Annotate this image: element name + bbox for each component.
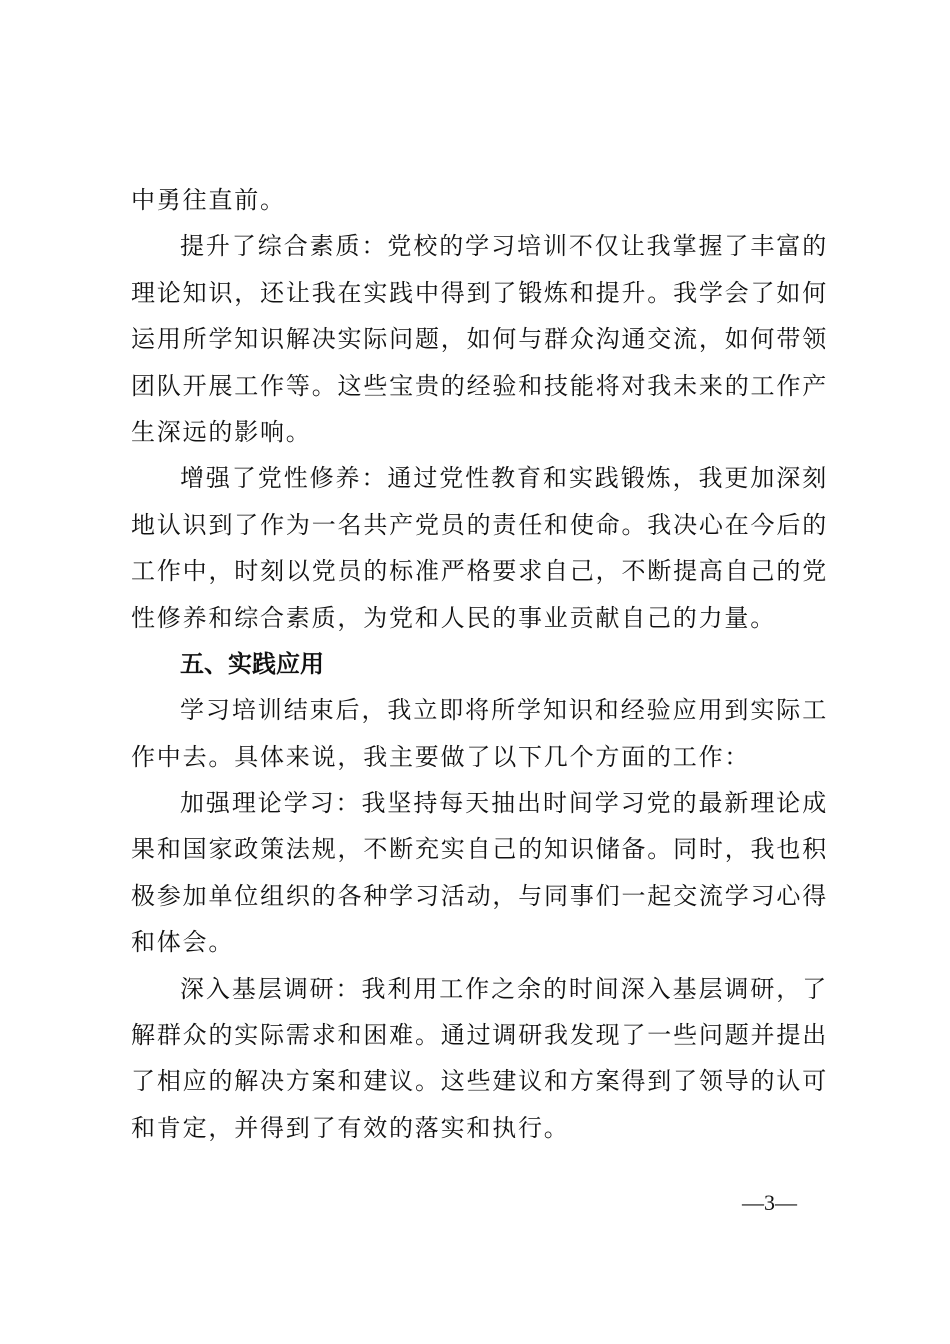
page-number: —3— [742, 1190, 797, 1215]
paragraph-line: 加强理论学习：我坚持每天抽出时间学习党的最新理论成 [180, 789, 828, 818]
paragraph-line: 地认识到了作为一名共产党员的责任和使命。我决心在今后的 [131, 510, 828, 539]
paragraph-line: 和体会。 [131, 928, 235, 957]
paragraph-line: 学习培训结束后，我立即将所学知识和经验应用到实际工 [180, 696, 828, 725]
paragraph-line: 工作中，时刻以党员的标准严格要求自己，不断提高自己的党 [131, 557, 828, 586]
paragraph-line: 和肯定，并得到了有效的落实和执行。 [131, 1113, 570, 1142]
paragraph-line: 了相应的解决方案和建议。这些建议和方案得到了领导的认可 [131, 1067, 828, 1096]
paragraph-line: 果和国家政策法规，不断充实自己的知识储备。同时，我也积 [131, 835, 828, 864]
paragraph-line: 作中去。具体来说，我主要做了以下几个方面的工作： [131, 742, 751, 771]
paragraph-line: 生深远的影响。 [131, 417, 312, 446]
paragraph-line: 中勇往直前。 [131, 186, 286, 214]
paragraph-line: 性修养和综合素质，为党和人民的事业贡献自己的力量。 [131, 603, 776, 632]
paragraph-line: 提升了综合素质：党校的学习培训不仅让我掌握了丰富的 [180, 232, 828, 261]
section-heading: 五、实践应用 [180, 649, 324, 678]
paragraph-line: 解群众的实际需求和困难。通过调研我发现了一些问题并提出 [131, 1021, 828, 1050]
paragraph-line: 深入基层调研：我利用工作之余的时间深入基层调研，了 [180, 974, 828, 1003]
paragraph-line: 运用所学知识解决实际问题，如何与群众沟通交流，如何带领 [131, 325, 828, 354]
paragraph-line: 增强了党性修养：通过党性教育和实践锻炼，我更加深刻 [180, 464, 828, 493]
paragraph-line: 团队开展工作等。这些宝贵的经验和技能将对我未来的工作产 [131, 371, 828, 400]
paragraph-line: 理论知识，还让我在实践中得到了锻炼和提升。我学会了如何 [131, 278, 828, 307]
paragraph-line: 极参加单位组织的各种学习活动，与同事们一起交流学习心得 [131, 881, 828, 910]
document-body [131, 177, 828, 1151]
